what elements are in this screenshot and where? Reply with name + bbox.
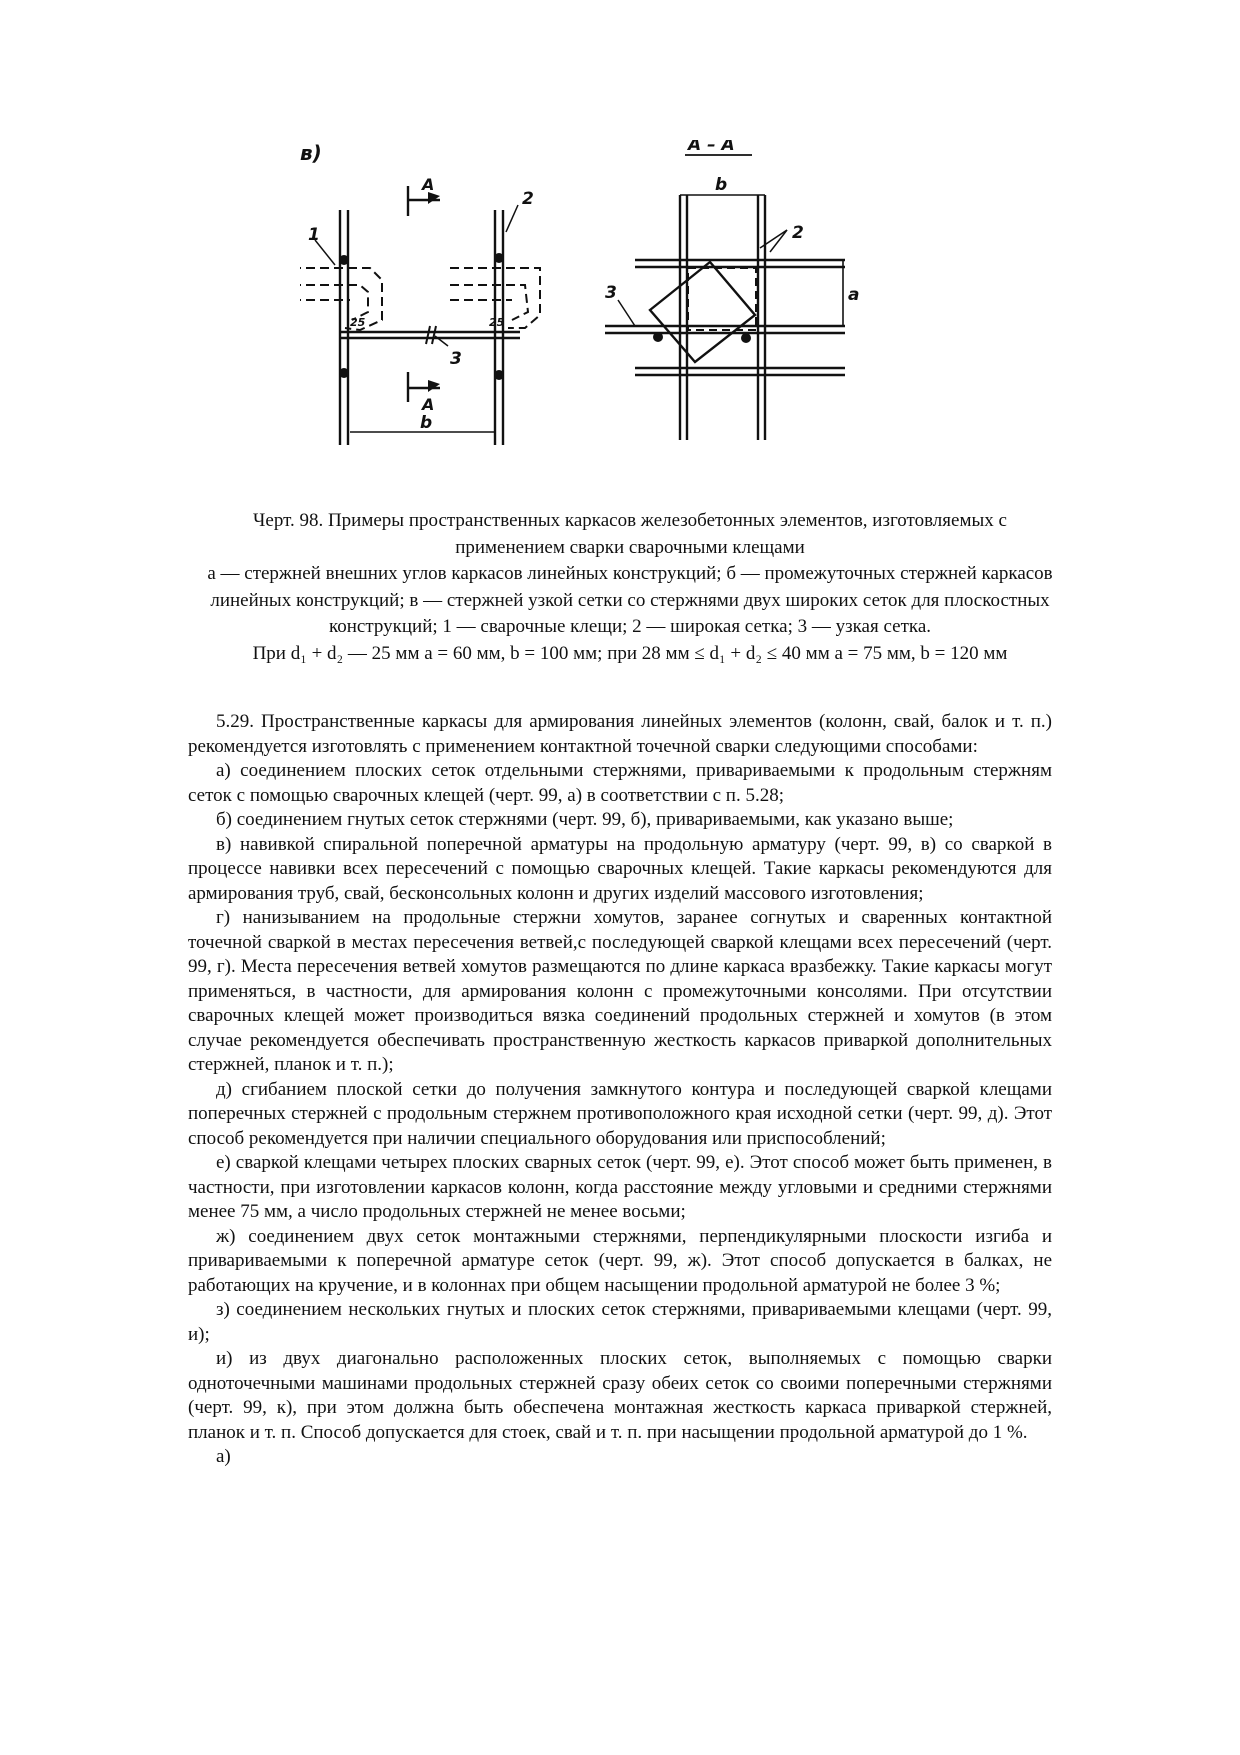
section-mark-top: А [422,175,435,194]
weld-mark-right: 25 [489,316,505,329]
dim-label-a: a [848,285,860,305]
label-2-left: 2 [522,189,534,209]
paragraph-item-a: а) соединением плоских сеток отдельными стержнями, привариваемыми к продольным стержням сеток с помощью сварочных клещей (черт. 99, а) в соответствии с п. 5.28; [188,760,1052,806]
reinforcement-diagram [300,140,1020,510]
label-2-right: 2 [792,223,804,243]
caption-title: Черт. 98. Примеры пространственных каркасов железобетонных элементов, изготовляемых с применением сварки сварочными клещами [253,510,1007,558]
paragraph-item-g: г) нанизыванием на продольные стержни хомутов, заранее согнутых и сваренных контактной точечной сваркой в местах пересечения ветвей,с последующей сваркой клещами всех пересечений (черт. 99, г). Места пересечения ветвей хомутов размещаются по длине каркаса вразбежку. Такие каркасы могут применяться, в частности, для армирования колонн с промежуточными консолями. При отсутствии сварочных клещей может производиться вязка соединений продольных стержней и хомутов (в этом случае рекомендуется обеспечивать пространственную жесткость каркасов приваркой дополнительных стержней, планок и т. п.); [188,907,1052,1075]
paragraph-item-i: и) из двух диагонально расположенных плоских сеток, выполняемых с помощью сварки одноточечными машинами продольных стержней сразу обеих сеток со своими поперечными стержнями (черт. 99, к), при этом должна быть обеспечена монтажная жесткость каркаса приваркой стержней, планок и т. п. Способ допускается для стоек, свай и т. п. при насыщении продольной арматурой до 1 %. [188,1348,1052,1443]
paragraph-item-z: з) соединением нескольких гнутых и плоских сеток стержнями, привариваемыми клещами (черт. 99, и); [188,1299,1052,1345]
body-text [188,710,1052,1470]
label-3-left: 3 [450,349,462,369]
label-3-right: 3 [605,283,617,303]
section-title: А – А [688,140,735,155]
dim-label-b-right: b [715,175,728,195]
paragraph-5-29: 5.29. Пространственные каркасы для армирования линейных элементов (колонн, свай, балок и т. п.) рекомендуется изготовлять с применением контактной точечной сварки следующими способами: [188,711,1052,757]
welding-pliers-section [650,262,755,362]
paragraph-figure-a-label: а) [216,1446,231,1467]
panel-label: в) [300,141,322,165]
caption-legend: а — стержней внешних углов каркасов линейных конструкций; б — промежуточных стержней каркасов линейных конструкций; в — стержней узкой сетки со стержнями двух широких сеток для плоскостных конструкций; 1 — сварочные клещи; 2 — широкая сетка; 3 — узкая сетка. [207,563,1053,637]
figure-98-drawing [300,140,1020,510]
figure-caption [200,508,1060,667]
paragraph-item-d: д) сгибанием плоской сетки до получения замкнутого контура и последующей сваркой клещами поперечных стержней с продольным стержнем противоположного края исходной сетки (черт. 99, д). Этот способ рекомендуется при наличии специального оборудования или приспособлений; [188,1078,1052,1149]
section-mark-bottom: А [422,395,435,414]
paragraph-item-v: в) навивкой спиральной поперечной арматуры на продольную арматуру (черт. 99, в) со сваркой в процессе навивки всех пересечений с помощью сварочных клещей. Такие каркасы рекомендуются для армирования труб, свай, бесконсольных колонн и других изделий массового изготовления; [188,833,1052,904]
caption-note: При d₁ + d₂ — 25 мм a = 60 мм, b = 100 мм; при 28 мм ≤ d₁ + d₂ ≤ 40 мм a = 75 мм, b = 120 мм [252,642,1008,664]
paragraph-item-zh: ж) соединением двух сеток монтажными стержнями, перпендикулярными плоскости изгиба и привариваемыми к поперечной арматуре сеток (черт. 99, ж). Этот способ допускается в балках, не работающих на кручение, и в колоннах при общем насыщении продольной арматурой не более 3 %; [188,1225,1052,1296]
weld-mark-left: 25 [350,316,366,329]
paragraph-item-b: б) соединением гнутых сеток стержнями (черт. 99, б), привариваемыми, как указано выше; [216,809,954,830]
dim-label-b-left: b [420,413,433,433]
label-1: 1 [308,225,320,245]
paragraph-item-e: е) сваркой клещами четырех плоских сварных сеток (черт. 99, е). Этот способ может быть применен, в частности, при изготовлении каркасов колонн, когда расстояние между угловыми и средними стержнями менее 75 мм, а число продольных стержней не менее восьми; [188,1152,1052,1222]
